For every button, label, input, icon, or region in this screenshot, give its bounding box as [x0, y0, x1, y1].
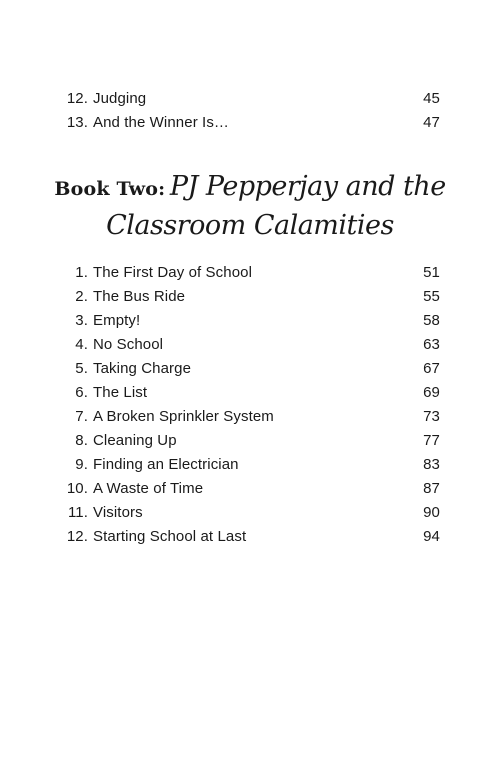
toc-entry — [62, 525, 440, 549]
chapter-number: 11 . — [62, 501, 88, 525]
chapter-title: Empty! — [93, 312, 141, 329]
chapter-page-number: 69 — [423, 384, 440, 401]
chapter-page-number: 67 — [423, 360, 440, 377]
chapter-number: 2 . — [62, 285, 88, 309]
chapter-title: The First Day of School — [93, 264, 253, 281]
toc-entry — [62, 453, 440, 477]
chapter-title: No School — [93, 336, 164, 353]
toc-list-book-two — [62, 261, 440, 549]
chapter-title: A Broken Sprinkler System — [93, 408, 274, 425]
chapter-number: 13 . — [62, 111, 88, 135]
chapter-title: Taking Charge — [93, 360, 192, 377]
chapter-number: 12 . — [62, 87, 88, 111]
toc-entry — [62, 405, 440, 429]
chapter-title: A Waste of Time — [93, 480, 204, 497]
book-label: Book Two: — [54, 178, 166, 200]
chapter-title: Cleaning Up — [93, 432, 177, 449]
chapter-title: The List — [93, 384, 148, 401]
toc-entry — [62, 477, 440, 501]
toc-entry — [62, 381, 440, 405]
toc-entry — [62, 501, 440, 525]
toc-entry — [62, 87, 440, 111]
book-title-line-1: PJ Pepperjay and the — [169, 171, 446, 202]
chapter-page-number: 55 — [423, 288, 440, 305]
chapter-title: The Bus Ride — [93, 288, 186, 305]
chapter-page-number: 77 — [423, 432, 440, 449]
toc-entry — [62, 357, 440, 381]
toc-list-book-one-end — [62, 87, 440, 135]
chapter-page-number: 63 — [423, 336, 440, 353]
chapter-title: And the Winner Is… — [93, 114, 230, 131]
chapter-title: Visitors — [93, 504, 143, 521]
toc-entry — [62, 429, 440, 453]
chapter-title: Judging — [93, 90, 147, 107]
chapter-number: 7 . — [62, 405, 88, 429]
chapter-page-number: 47 — [423, 114, 440, 131]
toc-entry — [62, 285, 440, 309]
toc-entry — [62, 111, 440, 135]
chapter-page-number: 87 — [423, 480, 440, 497]
toc-entry — [62, 309, 440, 333]
chapter-page-number: 94 — [423, 528, 440, 545]
toc-entry — [62, 261, 440, 285]
chapter-page-number: 90 — [423, 504, 440, 521]
chapter-page-number: 73 — [423, 408, 440, 425]
book-heading-line-1 — [0, 170, 500, 208]
chapter-number: 5 . — [62, 357, 88, 381]
chapter-page-number: 58 — [423, 312, 440, 329]
chapter-title: Finding an Electrician — [93, 456, 239, 473]
chapter-number: 6 . — [62, 381, 88, 405]
toc-entry — [62, 333, 440, 357]
chapter-number: 8 . — [62, 429, 88, 453]
chapter-number: 9 . — [62, 453, 88, 477]
chapter-page-number: 51 — [423, 264, 440, 281]
book-title-line-2: Classroom Calamities — [106, 210, 394, 241]
chapter-number: 1 . — [62, 261, 88, 285]
chapter-number: 12 . — [62, 525, 88, 549]
chapter-number: 3 . — [62, 309, 88, 333]
chapter-number: 4 . — [62, 333, 88, 357]
chapter-number: 10 . — [62, 477, 88, 501]
chapter-title: Starting School at Last — [93, 528, 247, 545]
book-two-heading — [0, 170, 500, 244]
chapter-page-number: 45 — [423, 90, 440, 107]
chapter-page-number: 83 — [423, 456, 440, 473]
